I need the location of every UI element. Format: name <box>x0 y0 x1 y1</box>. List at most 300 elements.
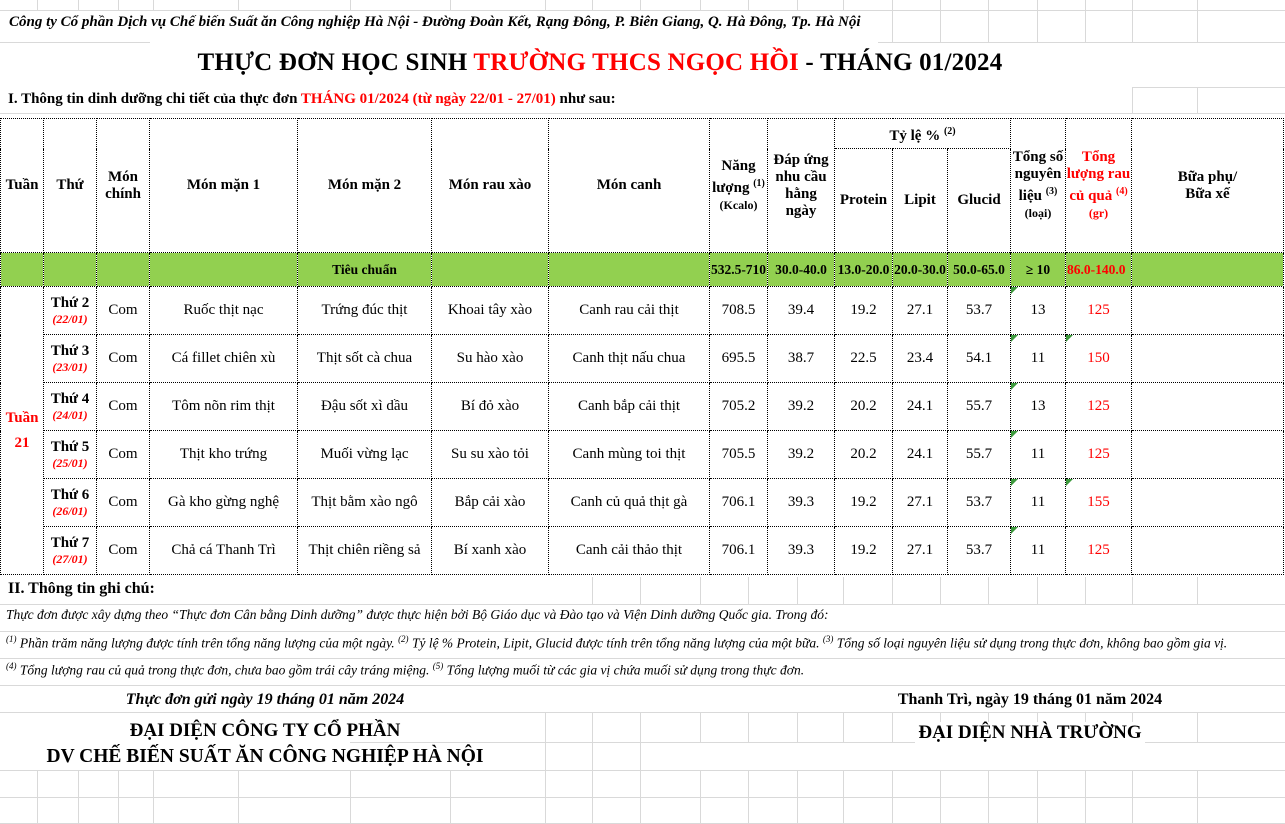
cell-dish2[interactable]: Đậu sốt xì dầu <box>298 383 432 431</box>
gridline-v <box>748 577 749 604</box>
gridline-v <box>1132 87 1133 113</box>
header-ratio[interactable] <box>835 119 1011 149</box>
gridline-v <box>450 797 451 823</box>
cell-veggies[interactable]: 125 <box>1066 431 1132 479</box>
day-label: Thứ 2 <box>50 294 90 311</box>
cell-main[interactable]: Com <box>97 383 150 431</box>
cell-protein[interactable]: 22.5 <box>835 335 893 383</box>
cell-lipit[interactable]: 24.1 <box>893 383 948 431</box>
gridline-v <box>592 577 593 604</box>
gridline-v <box>700 712 701 742</box>
cell-empty[interactable] <box>1132 253 1284 287</box>
gridline-v <box>797 797 798 823</box>
footnote-5-text: Tổng lượng muối từ các gia vị chứa muối sử dụng trong thực đơn. <box>443 662 805 678</box>
cell-soup[interactable]: Canh rau cải thịt <box>549 287 710 335</box>
gridline-v <box>37 770 38 797</box>
footnote-5-marker: (5) <box>432 661 444 671</box>
cell-demand[interactable]: 39.3 <box>768 479 835 527</box>
title-part2: - THÁNG 01/2024 <box>798 49 1003 76</box>
cell-empty[interactable] <box>150 253 298 287</box>
footnote-3-text: Tổng số loại nguyên liệu sử dụng trong thực đơn, không bao gồm gia vị. <box>833 635 1228 651</box>
cell-dish1[interactable]: Chả cá Thanh Trì <box>150 527 298 575</box>
comment-marker-icon <box>1011 335 1018 342</box>
cell-snack[interactable] <box>1132 335 1284 383</box>
header-snack-l2: Bữa xế <box>1185 185 1230 202</box>
gridline-v <box>940 770 941 797</box>
cell-ingredients[interactable] <box>1011 431 1066 479</box>
gridline-h <box>1132 87 1285 88</box>
gridline-v <box>450 770 451 797</box>
footnote-4-marker: (4) <box>6 661 17 671</box>
cell-empty[interactable] <box>549 253 710 287</box>
standard-demand[interactable]: 30.0-40.0 <box>768 253 835 287</box>
ingredients-value: 13 <box>1030 302 1046 318</box>
cell-snack[interactable] <box>1132 479 1284 527</box>
header-ratio-footnote: (2) <box>943 125 956 137</box>
header-main[interactable]: Món chính <box>97 119 150 253</box>
day-label: Thứ 7 <box>50 534 90 551</box>
gridline-v <box>700 797 701 823</box>
cell-glucid[interactable]: 53.7 <box>948 287 1011 335</box>
cell-main[interactable]: Com <box>97 335 150 383</box>
ingredients-value: 11 <box>1030 350 1046 366</box>
cell-energy[interactable]: 705.2 <box>710 383 768 431</box>
cell-empty[interactable] <box>97 253 150 287</box>
gridline-v <box>640 770 641 797</box>
header-energy-unit: (Kcalo) <box>719 197 758 212</box>
gridline-v <box>350 770 351 797</box>
gridline-h <box>878 42 1285 43</box>
gridline-v <box>118 797 119 823</box>
gridline-v <box>1085 0 1086 10</box>
gridline-v <box>843 770 844 797</box>
gridline-v <box>450 0 451 10</box>
comment-marker-icon <box>1011 479 1018 486</box>
gridline-v <box>988 797 989 823</box>
gridline-v <box>1037 770 1038 797</box>
veggies-value: 155 <box>1087 494 1110 510</box>
gridline-v <box>700 770 701 797</box>
gridline-v <box>1197 797 1198 823</box>
cell-veggies[interactable]: 125 <box>1066 527 1132 575</box>
veggies-value: 150 <box>1087 350 1110 366</box>
header-snack-l1: Bữa phụ/ <box>1177 168 1238 185</box>
cell-dish1[interactable]: Gà kho gừng nghệ <box>150 479 298 527</box>
gridline-h <box>0 42 150 43</box>
cell-snack[interactable] <box>1132 287 1284 335</box>
menu-sent-date: Thực đơn gửi ngày 19 tháng 01 năm 2024 <box>0 691 530 709</box>
gridline-v <box>37 797 38 823</box>
gridline-v <box>843 0 844 10</box>
cell-dish2[interactable]: Trứng đúc thịt <box>298 287 432 335</box>
gridline-v <box>988 577 989 604</box>
ingredients-value: 11 <box>1030 494 1046 510</box>
gridline-v <box>592 0 593 10</box>
gridline-v <box>1197 0 1198 10</box>
cell-soup[interactable]: Canh cải thảo thịt <box>549 527 710 575</box>
gridline-v <box>1085 797 1086 823</box>
cell-glucid[interactable]: 53.7 <box>948 527 1011 575</box>
cell-main[interactable]: Com <box>97 527 150 575</box>
gridline-v <box>843 577 844 604</box>
date-label: (23/01) <box>52 359 88 374</box>
header-veggies[interactable] <box>1066 119 1132 253</box>
gridline-v <box>153 0 154 10</box>
gridline-v <box>640 577 641 604</box>
comment-marker-icon <box>1011 287 1018 294</box>
header-veggies-footnote: (4) <box>1116 186 1128 197</box>
header-lipit[interactable]: Lipit <box>893 149 948 253</box>
comment-marker-icon <box>1011 527 1018 534</box>
cell-main[interactable]: Com <box>97 431 150 479</box>
cell-dish1[interactable]: Thịt kho trứng <box>150 431 298 479</box>
cell-glucid[interactable]: 55.7 <box>948 431 1011 479</box>
cell-snack[interactable] <box>1132 431 1284 479</box>
gridline-v <box>700 577 701 604</box>
standard-label[interactable]: Tiêu chuẩn <box>298 253 432 287</box>
cell-empty[interactable] <box>432 253 549 287</box>
gridline-v <box>892 770 893 797</box>
gridline-v <box>748 0 749 10</box>
menu-table <box>0 118 1284 575</box>
cell-day[interactable] <box>44 527 97 575</box>
cell-lipit[interactable]: 23.4 <box>893 335 948 383</box>
cell-lipit[interactable]: 27.1 <box>893 479 948 527</box>
gridline-v <box>545 797 546 823</box>
cell-energy[interactable]: 705.5 <box>710 431 768 479</box>
header-ingredients-footnote: (3) <box>1045 186 1058 197</box>
ingredients-value: 11 <box>1030 542 1046 558</box>
cell-glucid[interactable]: 55.7 <box>948 383 1011 431</box>
cell-veggies[interactable]: 125 <box>1066 287 1132 335</box>
gridline-v <box>238 770 239 797</box>
header-ratio-label: Tỷ lệ % <box>889 127 944 144</box>
gridline-v <box>843 797 844 823</box>
header-week[interactable]: Tuần <box>1 119 44 253</box>
ingredients-value: 11 <box>1030 446 1046 462</box>
cell-ingredients[interactable] <box>1011 287 1066 335</box>
cell-demand[interactable]: 39.2 <box>768 383 835 431</box>
gridline-v <box>940 0 941 10</box>
gridline-v <box>1132 10 1133 42</box>
day-label: Thứ 6 <box>50 486 90 503</box>
gridline-v <box>1037 10 1038 42</box>
cell-veggies[interactable] <box>1066 335 1132 383</box>
gridline-v <box>1085 577 1086 604</box>
header-glucid[interactable]: Glucid <box>948 149 1011 253</box>
cell-veg-dish[interactable]: Bí đỏ xào <box>432 383 549 431</box>
cell-day[interactable] <box>44 287 97 335</box>
gridline-v <box>592 742 593 770</box>
gridline-v <box>37 0 38 10</box>
cell-dish1[interactable]: Cá fillet chiên xù <box>150 335 298 383</box>
cell-veg-dish[interactable]: Su su xào tỏi <box>432 431 549 479</box>
title-part1: THỰC ĐƠN HỌC SINH <box>197 49 474 76</box>
gridline-h <box>0 113 1285 114</box>
gridline-v <box>238 797 239 823</box>
cell-veg-dish[interactable]: Su hào xào <box>432 335 549 383</box>
header-soup[interactable]: Món canh <box>549 119 710 253</box>
gridline-v <box>940 797 941 823</box>
cell-dish2[interactable]: Thịt sốt cà chua <box>298 335 432 383</box>
gridline-v <box>1037 0 1038 10</box>
cell-dish2[interactable]: Thịt bằm xào ngô <box>298 479 432 527</box>
header-dish1[interactable]: Món mặn 1 <box>150 119 298 253</box>
comment-marker-icon <box>1066 479 1073 486</box>
cell-day[interactable] <box>44 335 97 383</box>
gridline-h <box>0 685 1285 686</box>
header-day[interactable]: Thứ <box>44 119 97 253</box>
header-demand[interactable]: Đáp ứng nhu cầu hằng ngày <box>768 119 835 253</box>
company-line: Công ty Cổ phần Dịch vụ Chế biến Suất ăn Công nghiệp Hà Nội - Đường Đoàn Kết, Rạng Đông, P. Biên Giang, Q. Hà Đông, Tp. Hà Nội <box>6 14 863 31</box>
gridline-v <box>1132 0 1133 10</box>
gridline-v <box>1132 577 1133 604</box>
gridline-v <box>545 770 546 797</box>
cell-protein[interactable]: 19.2 <box>835 479 893 527</box>
standard-protein[interactable]: 13.0-20.0 <box>835 253 893 287</box>
date-label: (26/01) <box>52 503 88 518</box>
cell-veg-dish[interactable]: Bắp cải xào <box>432 479 549 527</box>
header-ingredients-unit: (loại) <box>1024 206 1052 220</box>
gridline-h <box>0 604 1285 605</box>
gridline-v <box>892 10 893 42</box>
table-row <box>1 431 1284 479</box>
week-label: Tuần <box>5 409 39 426</box>
gridline-v <box>1085 10 1086 42</box>
table-row <box>1 527 1284 575</box>
gridline-v <box>238 0 239 10</box>
gridline-h <box>0 712 1285 713</box>
date-label: (25/01) <box>52 455 88 470</box>
gridline-v <box>1037 797 1038 823</box>
gridline-v <box>78 770 79 797</box>
comment-marker-icon <box>1066 335 1073 342</box>
cell-dish1[interactable]: Ruốc thịt nạc <box>150 287 298 335</box>
gridline-v <box>350 797 351 823</box>
cell-empty[interactable] <box>1 253 44 287</box>
gridline-v <box>892 0 893 10</box>
cell-soup[interactable]: Canh củ quả thịt gà <box>549 479 710 527</box>
gridline-h <box>0 658 1285 659</box>
cell-veggies[interactable] <box>1066 479 1132 527</box>
cell-ingredients[interactable] <box>1011 479 1066 527</box>
cell-main[interactable]: Com <box>97 287 150 335</box>
header-veggies-unit: (gr) <box>1088 206 1109 220</box>
cell-lipit[interactable]: 27.1 <box>893 287 948 335</box>
day-label: Thứ 5 <box>50 438 90 455</box>
comment-marker-icon <box>1011 383 1018 390</box>
cell-day[interactable] <box>44 479 97 527</box>
cell-energy[interactable]: 695.5 <box>710 335 768 383</box>
header-energy-footnote: (1) <box>753 177 765 189</box>
cell-main[interactable]: Com <box>97 479 150 527</box>
section2-heading: II. Thông tin ghi chú: <box>5 580 158 598</box>
cell-glucid[interactable]: 53.7 <box>948 479 1011 527</box>
cell-ingredients[interactable] <box>1011 383 1066 431</box>
gridline-v <box>1197 577 1198 604</box>
cell-day[interactable] <box>44 431 97 479</box>
gridline-v <box>1037 577 1038 604</box>
gridline-v <box>153 797 154 823</box>
gridline-v <box>78 797 79 823</box>
cell-demand[interactable]: 39.4 <box>768 287 835 335</box>
gridline-v <box>748 770 749 797</box>
cell-soup[interactable]: Canh mùng toi thịt <box>549 431 710 479</box>
gridline-v <box>153 770 154 797</box>
gridline-v <box>640 797 641 823</box>
gridline-h <box>0 770 1285 771</box>
header-veg[interactable]: Món rau xào <box>432 119 549 253</box>
note-line-2 <box>3 634 1230 652</box>
day-label: Thứ 3 <box>50 342 90 359</box>
day-label: Thứ 4 <box>50 390 90 407</box>
gridline-h <box>0 631 1285 632</box>
cell-ingredients[interactable] <box>1011 335 1066 383</box>
table-row <box>1 383 1284 431</box>
gridline-v <box>1132 797 1133 823</box>
comment-marker-icon <box>1011 431 1018 438</box>
gridline-v <box>797 577 798 604</box>
cell-lipit[interactable]: 24.1 <box>893 431 948 479</box>
gridline-v <box>748 712 749 742</box>
standard-glucid[interactable]: 50.0-65.0 <box>948 253 1011 287</box>
cell-energy[interactable]: 706.1 <box>710 527 768 575</box>
cell-dish1[interactable]: Tôm nõn rim thịt <box>150 383 298 431</box>
cell-glucid[interactable]: 54.1 <box>948 335 1011 383</box>
footnote-3-marker: (3) <box>822 634 834 644</box>
header-dish2[interactable]: Món mặn 2 <box>298 119 432 253</box>
note-intro: Thực đơn được xây dựng theo “Thực đơn Cân bằng Dinh dưỡng” được thực hiện bởi Bộ Giáo dục và Đào tạo và Viện Dinh dưỡng Quốc gia. Trong đó: <box>3 607 832 623</box>
standard-veggies[interactable]: 86.0-140.0 <box>1066 253 1132 287</box>
date-label: (27/01) <box>52 551 88 566</box>
section1-heading <box>5 91 619 108</box>
cell-snack[interactable] <box>1132 527 1284 575</box>
cell-demand[interactable]: 39.2 <box>768 431 835 479</box>
gridline-v <box>118 0 119 10</box>
header-energy[interactable] <box>710 119 768 253</box>
gridline-v <box>748 797 749 823</box>
header-ingredients-label: Tổng số nguyên liệu <box>1012 149 1064 204</box>
header-energy-label: Năng lượng <box>712 157 756 196</box>
company-representative-title: ĐẠI DIỆN CÔNG TY CỔ PHẦN <box>0 720 530 742</box>
gridline-v <box>892 797 893 823</box>
gridline-v <box>797 770 798 797</box>
table-row <box>1 335 1284 383</box>
gridline-v <box>350 0 351 10</box>
cell-veggies[interactable]: 125 <box>1066 383 1132 431</box>
gridline-v <box>1085 770 1086 797</box>
gridline-v <box>892 577 893 604</box>
cell-demand[interactable]: 38.7 <box>768 335 835 383</box>
table-row <box>1 479 1284 527</box>
gridline-v <box>1197 770 1198 797</box>
cell-demand[interactable]: 39.3 <box>768 527 835 575</box>
gridline-v <box>940 577 941 604</box>
gridline-v <box>1197 87 1198 113</box>
gridline-v <box>988 770 989 797</box>
footnote-1-text: Phần trăm năng lượng được tính trên tổng năng lượng của một ngày. <box>16 635 399 651</box>
header-protein[interactable]: Protein <box>835 149 893 253</box>
cell-protein[interactable]: 20.2 <box>835 383 893 431</box>
cell-veg-dish[interactable]: Khoai tây xào <box>432 287 549 335</box>
cell-soup[interactable]: Canh bắp cải thịt <box>549 383 710 431</box>
gridline-v <box>545 742 546 770</box>
gridline-v <box>640 0 641 10</box>
gridline-v <box>988 0 989 10</box>
cell-protein[interactable]: 19.2 <box>835 287 893 335</box>
cell-dish2[interactable]: Muối vừng lạc <box>298 431 432 479</box>
gridline-v <box>545 712 546 742</box>
cell-ingredients[interactable] <box>1011 527 1066 575</box>
cell-snack[interactable] <box>1132 383 1284 431</box>
date-label: (22/01) <box>52 311 88 326</box>
cell-dish2[interactable]: Thịt chiên riềng sả <box>298 527 432 575</box>
school-representative-title: ĐẠI DIỆN NHÀ TRƯỜNG <box>775 722 1285 744</box>
section1-text: I. Thông tin dinh dưỡng chi tiết của thực đơn <box>8 91 301 107</box>
standard-energy[interactable]: 532.5-710 <box>710 253 768 287</box>
gridline-h <box>0 797 1285 798</box>
gridline-v <box>1197 10 1198 42</box>
gridline-v <box>700 0 701 10</box>
gridline-v <box>118 770 119 797</box>
gridline-h <box>0 10 1285 11</box>
page-title <box>0 49 1200 77</box>
cell-protein[interactable]: 20.2 <box>835 431 893 479</box>
header-veggies-label: Tổng lượng rau củ quả <box>1066 149 1131 204</box>
gridline-v <box>592 770 593 797</box>
footnote-2-text: Tỷ lệ % Protein, Lipit, Glucid được tính trên tổng năng lượng của một bữa. <box>408 635 823 651</box>
cell-veg-dish[interactable]: Bí xanh xào <box>432 527 549 575</box>
cell-empty[interactable] <box>44 253 97 287</box>
gridline-v <box>1132 770 1133 797</box>
gridline-v <box>640 742 641 770</box>
date-label: (24/01) <box>52 407 88 422</box>
footnote-2-marker: (2) <box>398 634 409 644</box>
cell-energy[interactable]: 708.5 <box>710 287 768 335</box>
section1-tail: như sau: <box>555 91 616 107</box>
signature-place-date: Thanh Trì, ngày 19 tháng 01 năm 2024 <box>775 691 1285 709</box>
gridline-v <box>78 0 79 10</box>
table-row <box>1 287 1284 335</box>
section1-month-range: THÁNG 01/2024 (từ ngày 22/01 - 27/01) <box>300 91 556 107</box>
gridline-v <box>545 0 546 10</box>
header-snack[interactable] <box>1132 119 1284 253</box>
cell-protein[interactable]: 19.2 <box>835 527 893 575</box>
standard-lipit[interactable]: 20.0-30.0 <box>893 253 948 287</box>
gridline-v <box>592 797 593 823</box>
ingredients-value: 13 <box>1030 398 1046 414</box>
standard-ingredients[interactable]: ≥ 10 <box>1011 253 1066 287</box>
cell-lipit[interactable]: 27.1 <box>893 527 948 575</box>
week-cell[interactable] <box>1 287 44 575</box>
gridline-v <box>592 712 593 742</box>
note-line-3 <box>3 661 807 679</box>
gridline-v <box>940 10 941 42</box>
company-representative-title-line2: DV CHẾ BIẾN SUẤT ĂN CÔNG NGHIỆP HÀ NỘI <box>0 746 530 768</box>
footnote-4-text: Tổng lượng rau củ quả trong thực đơn, chưa bao gồm trái cây tráng miệng. <box>16 662 433 678</box>
title-school-name: TRƯỜNG THCS NGỌC HỒI <box>473 49 799 76</box>
cell-day[interactable] <box>44 383 97 431</box>
gridline-v <box>797 0 798 10</box>
footnote-1-marker: (1) <box>6 634 17 644</box>
header-ingredients[interactable] <box>1011 119 1066 253</box>
cell-soup[interactable]: Canh thịt nấu chua <box>549 335 710 383</box>
week-number: 21 <box>14 434 30 451</box>
gridline-v <box>988 10 989 42</box>
cell-energy[interactable]: 706.1 <box>710 479 768 527</box>
standard-row <box>1 253 1284 287</box>
gridline-v <box>640 712 641 742</box>
